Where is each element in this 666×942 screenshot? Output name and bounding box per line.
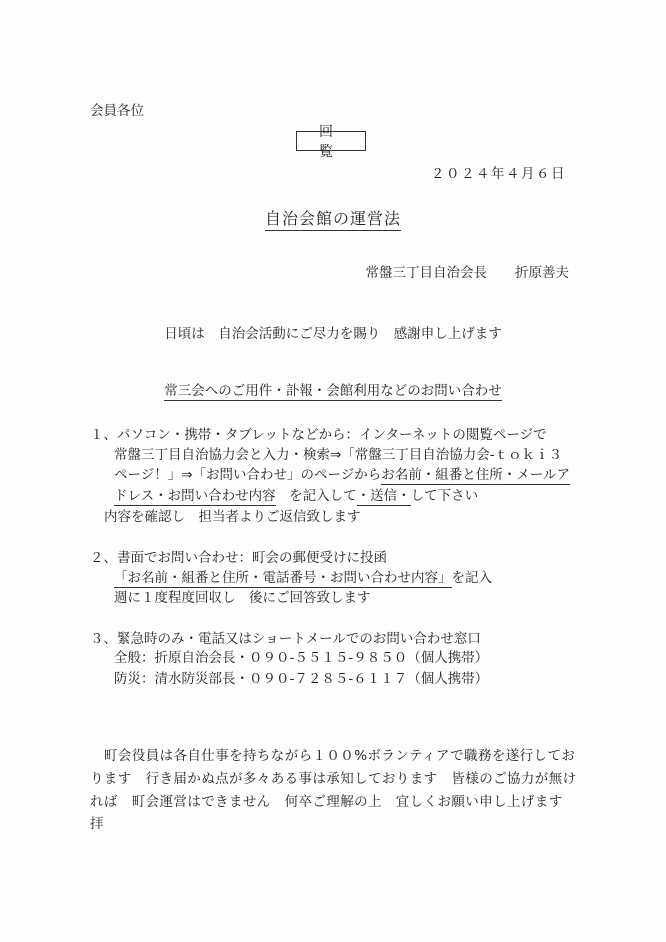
item2-line2-text: を記入: [451, 570, 492, 586]
item2-line2: [114, 566, 492, 586]
closing-line2: ります 行き届かぬ点が多々ある事は承知しております 皆様のご協力が無け: [90, 771, 577, 787]
author-name: 折原善夫: [515, 265, 569, 281]
closing-line4: 拝: [90, 816, 104, 832]
item1-line4: [114, 484, 478, 504]
author-role: 常盤三丁目自治会長: [365, 265, 487, 281]
section-heading-text: 常三会へのご用件・訃報・会館利用などのお問い合わせ: [164, 383, 502, 399]
item2-line2-underlined: 「お名前・組番と住所・電話番号・お問い合わせ内容」: [114, 570, 452, 586]
document-title-text: 自治会館の運営法: [265, 209, 401, 231]
item1-line5: 内容を確認し 担当者よりご返信致します: [104, 509, 361, 525]
item1-line3: [114, 463, 570, 483]
item3-line1: ３、緊急時のみ・電話又はショートメールでのお問い合わせ窓口: [90, 631, 481, 647]
item1-send-underlined: ・送信・: [356, 488, 411, 504]
item2-line3: 週に１度程度回収し 後にご回答致します: [114, 590, 371, 606]
item1-line3-underlined: お名前・組番と住所・メールア: [381, 467, 571, 483]
closing-line3: れば 町会運営はできません 何卒ご理解の上 宜しくお願い申し上げます: [90, 794, 563, 810]
item1-line4-end: して下さい: [410, 488, 479, 504]
document-date: ２０２４年４月６日: [431, 166, 566, 182]
closing-line1: 町会役員は各自仕事を持ちながら１００%ボランティアで職務を遂行してお: [104, 748, 576, 764]
item3-line3: 防災：清水防災部長・０９０-７２８５-６１１７（個人携帯）: [114, 671, 489, 687]
circulation-stamp: [296, 124, 366, 160]
item2-line1: ２、書面でお問い合わせ：町会の郵便受けに投函: [90, 550, 387, 566]
author-line: [366, 261, 570, 281]
item3-line2: 全般：折原自治会長・０９０-５５１５-９８５０（個人携帯）: [114, 650, 489, 666]
item1-line1: １、パソコン・携帯・タブレットなどから：インターネットの閲覧ページで: [90, 427, 547, 443]
document-title: [0, 206, 666, 229]
item1-line4-underlined: ドレス・お問い合わせ内容: [114, 488, 276, 504]
section-heading: [0, 379, 666, 399]
circulation-label: 回覧: [319, 124, 355, 160]
item1-line2: 常盤三丁目自治協力会と入力・検索⇒「常盤三丁目自治協力会-ｔｏｋｉ３: [114, 447, 563, 463]
item1-line4-text: を記入して: [275, 488, 357, 504]
item1-line3-text: ページ！」⇒「お問い合わせ」のページから: [114, 467, 382, 483]
addressee: 会員各位: [90, 103, 144, 119]
greeting: 日頃は 自治会活動にご尽力を賜り 感謝申し上げます: [164, 326, 502, 342]
